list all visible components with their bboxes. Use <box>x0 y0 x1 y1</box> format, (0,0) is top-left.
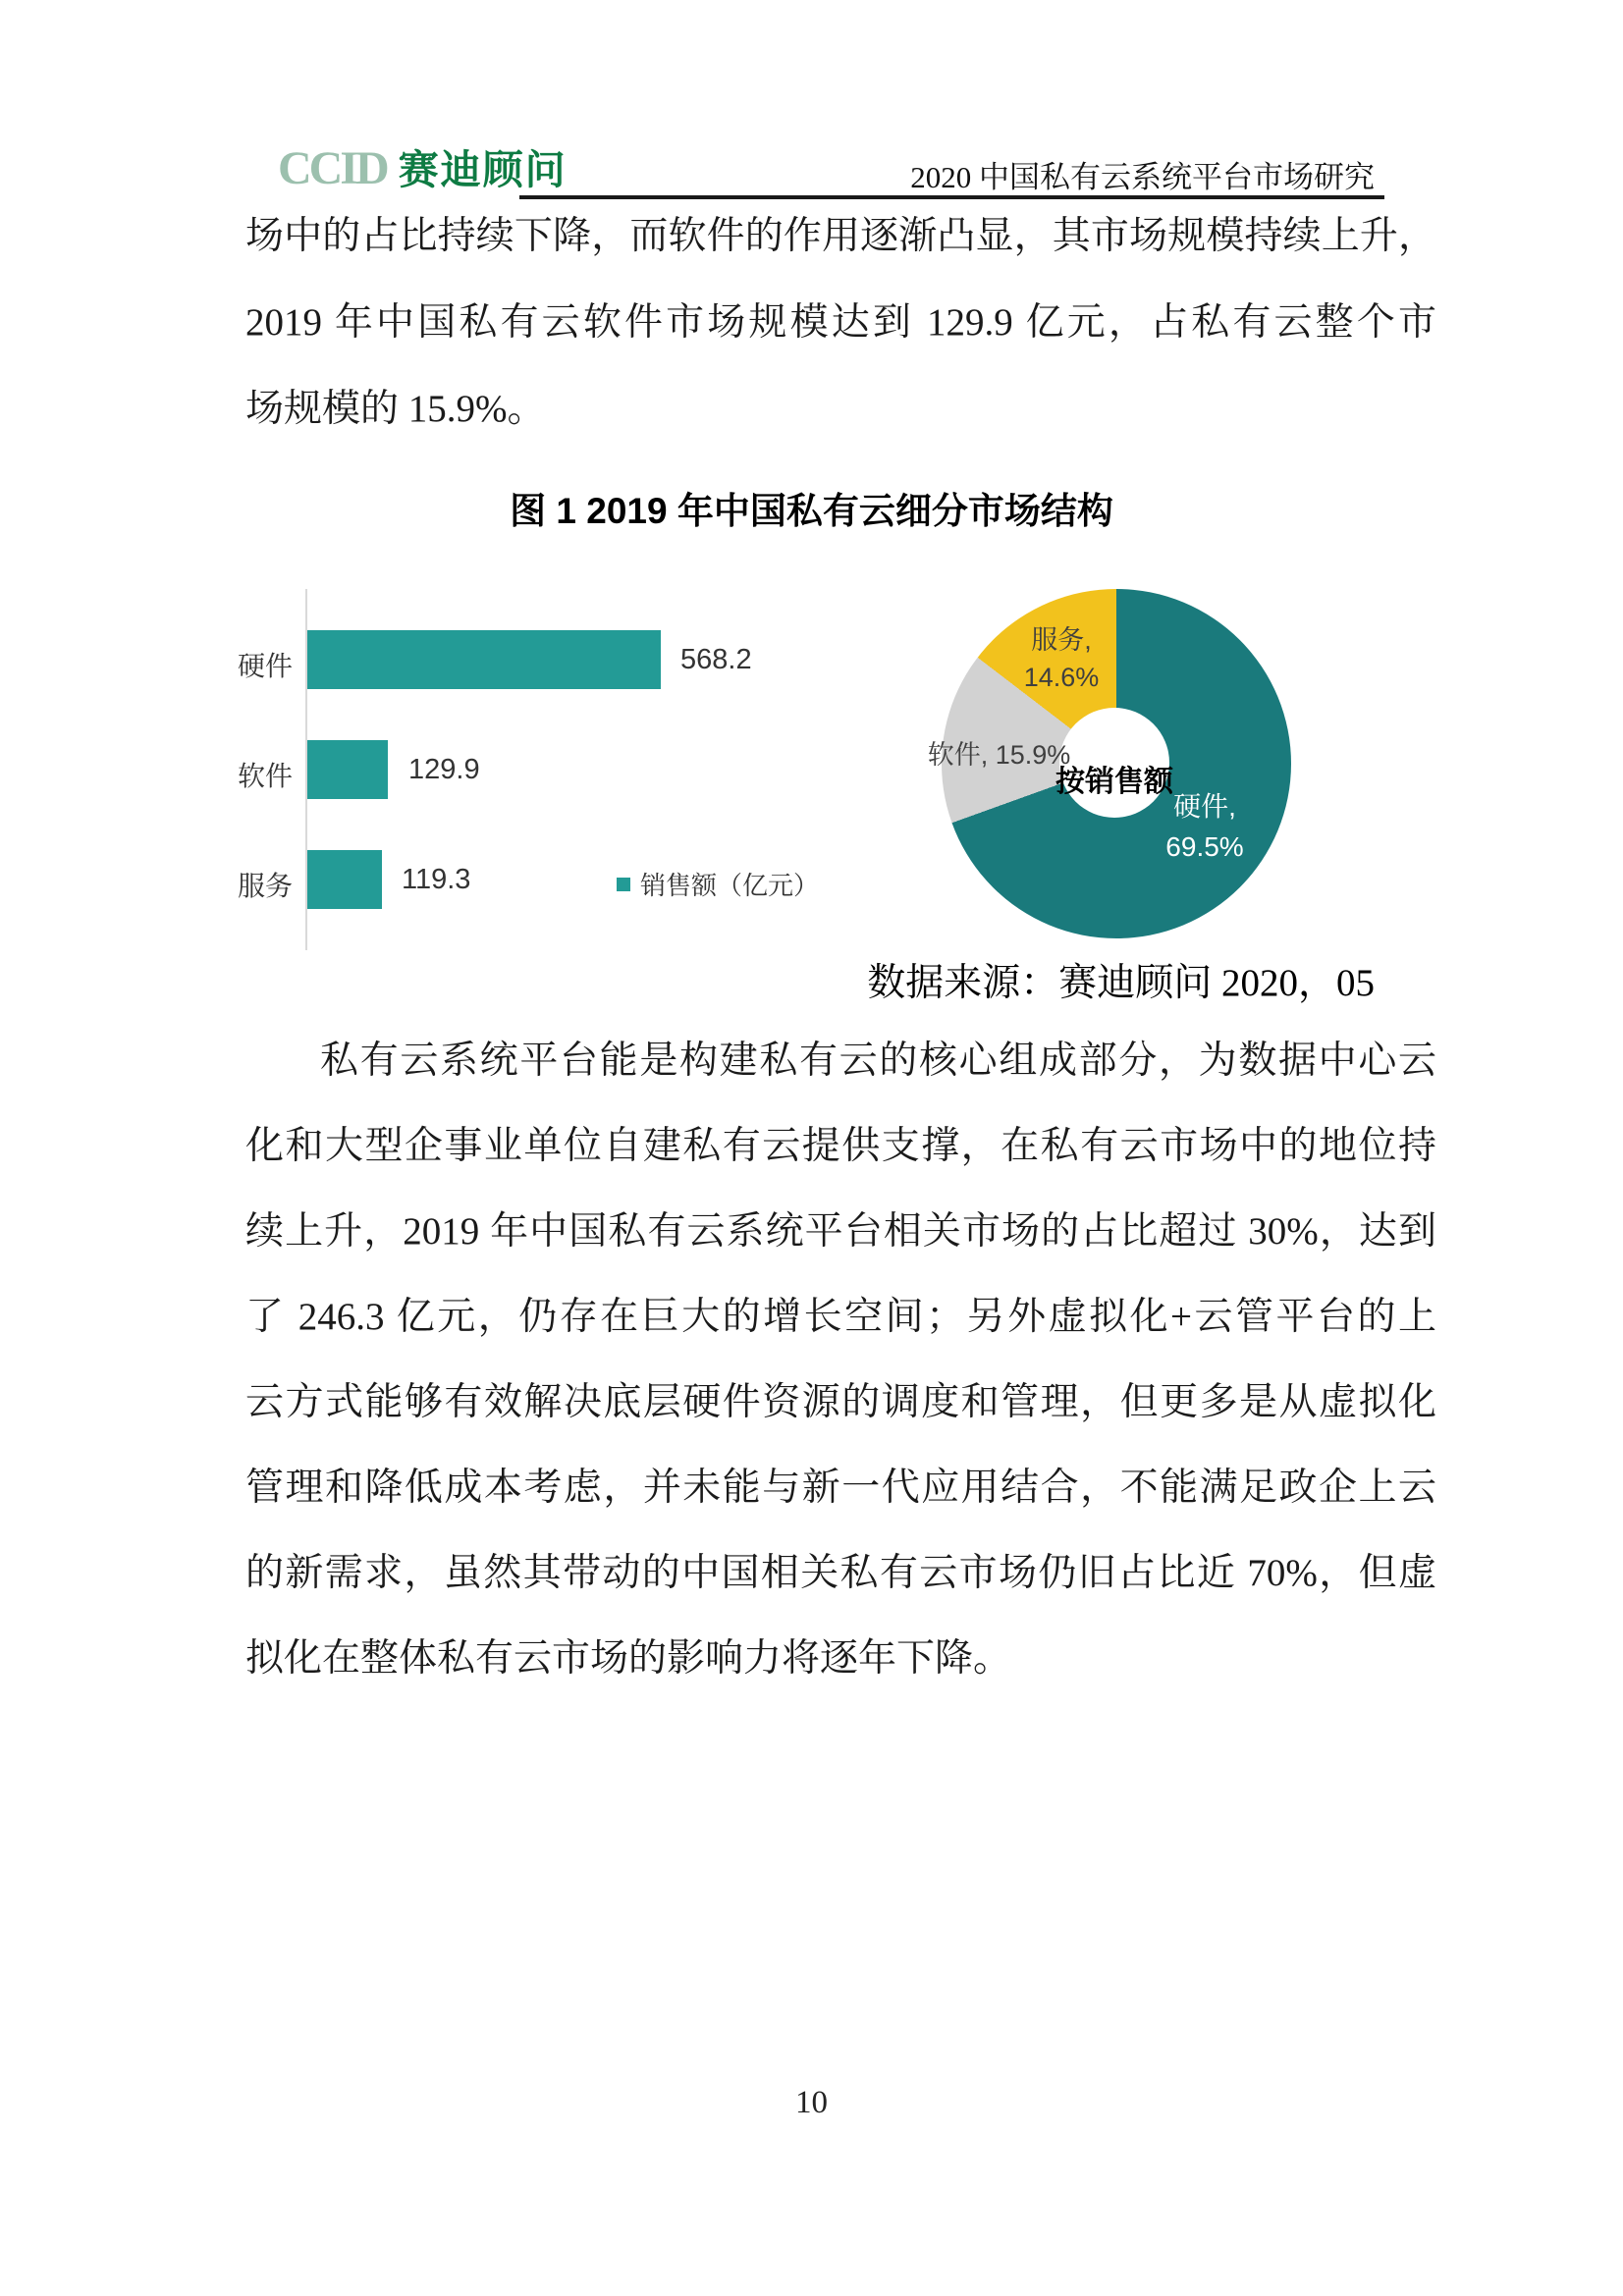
body-line-4: 了 246.3 亿元，仍存在巨大的增长空间；另外虚拟化+云管平台的上 <box>245 1296 1436 1338</box>
bar-chart-legend <box>617 866 819 902</box>
bar-value-hardware: 568.2 <box>680 644 752 675</box>
bar-hardware <box>307 630 661 689</box>
donut-label-service <box>987 621 1136 696</box>
header-title: 2020 中国私有云系统平台市场研究 <box>910 160 1375 194</box>
ccid-logo-chinese: 赛迪顾问 <box>398 147 568 192</box>
figure-title: 图 1 2019 年中国私有云细分市场结构 <box>510 491 1113 531</box>
donut-label-hardware-line1: 硬件, <box>1173 791 1236 822</box>
donut-label-hardware-line2: 69.5% <box>1165 831 1244 862</box>
legend-label: 销售额（亿元） <box>640 871 820 900</box>
legend-swatch-icon <box>617 878 630 891</box>
figure-source: 数据来源：赛迪顾问 2020，05 <box>867 962 1375 1004</box>
donut-center-label: 按销售额 <box>1055 766 1173 798</box>
header-rule <box>519 195 1384 199</box>
bar-service <box>307 850 382 909</box>
bar-software <box>307 740 388 799</box>
ccid-logo-latin: CCID <box>278 142 387 194</box>
donut-label-hardware <box>1131 786 1278 867</box>
body-line-7: 的新需求，虽然其带动的中国相关私有云市场仍旧占比近 70%，但虚 <box>245 1552 1436 1594</box>
ccid-logo <box>278 142 568 194</box>
body-line-6: 管理和降低成本考虑，并未能与新一代应用结合，不能满足政企上云 <box>245 1467 1436 1509</box>
intro-line-3: 场规模的 15.9%。 <box>245 388 546 430</box>
body-line-8: 拟化在整体私有云市场的影响力将逐年下降。 <box>245 1637 1012 1680</box>
intro-line-1: 场中的占比持续下降，而软件的作用逐渐凸显，其市场规模持续上升， <box>245 215 1436 257</box>
bar-category-software: 软件 <box>237 761 293 791</box>
bar-category-service: 服务 <box>237 871 293 901</box>
donut-label-service-line2: 14.6% <box>1023 663 1100 692</box>
page-number: 10 <box>795 2085 828 2120</box>
bar-category-hardware: 硬件 <box>237 651 293 681</box>
body-line-5: 云方式能够有效解决底层硬件资源的调度和管理，但更多是从虚拟化 <box>245 1381 1436 1423</box>
intro-line-2: 2019 年中国私有云软件市场规模达到 129.9 亿元，占私有云整个市 <box>245 301 1436 344</box>
bar-value-service: 119.3 <box>402 864 471 895</box>
body-line-2: 化和大型企事业单位自建私有云提供支撑，在私有云市场中的地位持 <box>245 1125 1436 1167</box>
donut-label-service-line1: 服务, <box>1031 625 1092 655</box>
donut-label-software: 软件, 15.9% <box>927 740 1071 770</box>
bar-value-software: 129.9 <box>408 754 480 785</box>
body-line-3: 续上升，2019 年中国私有云系统平台相关市场的占比超过 30%，达到 <box>245 1210 1436 1253</box>
body-line-1: 私有云系统平台能是构建私有云的核心组成部分，为数据中心云 <box>320 1040 1436 1082</box>
